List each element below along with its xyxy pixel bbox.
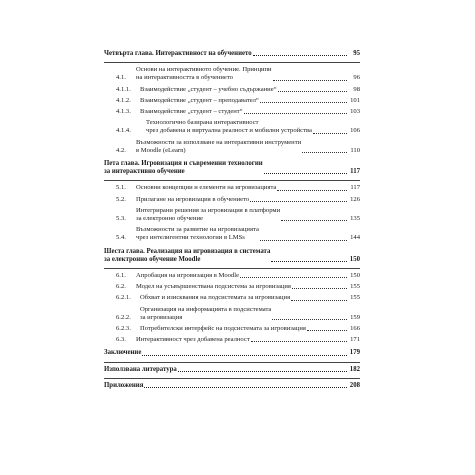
page-number: 155 (350, 283, 360, 291)
section-title: Заключение (104, 349, 142, 357)
toc-item-4-1-4[interactable] (104, 119, 360, 135)
dot-leader (302, 152, 347, 153)
section-divider (104, 362, 360, 363)
toc-item-4-2[interactable] (104, 139, 360, 155)
item-title: Интегрирани решения за игровизация в платформи за електронно обучение (136, 206, 281, 223)
dot-leader (260, 240, 347, 241)
toc-chapter-4[interactable] (104, 50, 360, 58)
page-number: 182 (349, 365, 360, 373)
section-title: Използвана литература (104, 365, 177, 373)
page-number: 144 (350, 234, 360, 242)
item-title: Интерактивност чрез добавена реалност (136, 336, 250, 344)
page-number: 117 (350, 184, 360, 192)
dot-leader (307, 330, 347, 331)
item-number: 5.2. (116, 195, 126, 203)
page-number: 155 (350, 294, 360, 302)
item-number: 6.2. (116, 283, 126, 291)
item-number: 5.4. (116, 234, 126, 242)
toc-chapter-5[interactable] (104, 160, 360, 176)
toc-item-6-3[interactable] (104, 336, 360, 344)
toc-item-6-1[interactable] (104, 272, 360, 280)
item-title: Технологично базирана интерактивност чрез добавена и виртуална реалност и мобилни устройства (146, 119, 312, 135)
page-number: 150 (349, 255, 360, 263)
dot-leader (142, 355, 347, 356)
page-number: 208 (349, 381, 360, 389)
dot-leader (240, 277, 347, 278)
dot-leader (291, 300, 347, 301)
item-number: 4.1.2. (116, 96, 131, 104)
dot-leader (271, 261, 347, 262)
page-number: 98 (353, 85, 360, 93)
dot-leader (244, 113, 347, 114)
toc-item-6-2[interactable] (104, 283, 360, 291)
chapter-divider (104, 180, 360, 181)
dot-leader (292, 288, 347, 289)
section-title: Приложения (104, 381, 144, 389)
dot-leader (178, 371, 347, 372)
item-title: Взаимодействие „студент – студент“ (140, 108, 243, 116)
item-title: Взаимодействие „студент – учебно съдържание“ (140, 85, 277, 93)
page-number: 110 (350, 146, 360, 154)
toc-chapter-6[interactable] (104, 248, 360, 264)
toc-conclusion[interactable] (104, 349, 360, 357)
item-title: Модел на усъвършенствана подсистема за игровизация (136, 283, 291, 291)
chapter-divider (104, 62, 360, 63)
item-title: Потребителски интерфейс на подсистемата за игровизация (140, 325, 306, 333)
item-number: 6.1. (116, 272, 126, 280)
dot-leader (278, 91, 347, 92)
toc-item-5-4[interactable] (104, 226, 360, 242)
item-number: 4.1. (116, 74, 126, 82)
dot-leader (313, 133, 347, 134)
section-divider (104, 378, 360, 379)
page-number: 126 (350, 195, 360, 203)
item-number: 4.2. (116, 146, 126, 154)
page-number: 117 (350, 168, 360, 176)
item-number: 4.1.4. (116, 127, 131, 135)
chapter-title: Шеста глава. Реализация на игровизация в системата за електронно обучение Moodle (104, 247, 271, 263)
toc-item-5-3[interactable] (104, 207, 360, 223)
dot-leader (281, 220, 347, 221)
dot-leader (253, 55, 347, 56)
item-title: Взаимодействие „студент – преподавател“ (140, 96, 259, 104)
item-title: Основи на интерактивното обучение. Принципи на интерактивността в обучението (136, 66, 272, 82)
toc-references[interactable] (104, 366, 360, 374)
item-title: Възможности за развитие на игровизацията чрез интелигентни технологии в LMSs (136, 226, 259, 242)
page-number: 179 (349, 349, 360, 357)
chapter-title: Пета глава. Игровизация и съвременни технологии за интерактивно обучение (104, 160, 263, 176)
toc-item-4-1-1[interactable] (104, 86, 360, 94)
item-number: 6.2.1. (116, 294, 131, 302)
page-number: 159 (350, 313, 360, 321)
item-number: 5.1. (116, 184, 126, 192)
page-number: 106 (350, 127, 360, 135)
page-number: 96 (353, 74, 360, 82)
page-number: 103 (350, 108, 360, 116)
toc-appendices[interactable] (104, 382, 360, 390)
toc-item-4-1-2[interactable] (104, 97, 360, 105)
item-number: 6.2.2. (116, 313, 131, 321)
item-number: 4.1.3. (116, 108, 131, 116)
chapter-divider (104, 268, 360, 269)
toc-item-5-1[interactable] (104, 184, 360, 192)
chapter-title: Четвърта глава. Интерактивност на обучението (104, 50, 252, 57)
toc-item-4-1-3[interactable] (104, 108, 360, 116)
toc-item-6-2-2[interactable] (104, 306, 360, 322)
dot-leader (277, 190, 347, 191)
item-number: 4.1.1. (116, 85, 131, 93)
item-title: Организация на информацията в подсистемата за игровизация (140, 305, 272, 321)
toc-item-5-2[interactable] (104, 196, 360, 204)
item-title: Възможности за използване на интерактивни инструменти в Moodle (eLearn) (136, 138, 302, 154)
page-number: 171 (350, 336, 360, 344)
toc-item-4-1[interactable] (104, 66, 360, 82)
toc-item-6-2-3[interactable] (104, 325, 360, 333)
page-number: 135 (350, 215, 360, 223)
page-number: 150 (350, 272, 360, 280)
item-title: Обхват и изисквания на подсистемата за игровизация (140, 294, 291, 302)
item-title: Основни концепции и елементи на игровизацията (136, 184, 277, 192)
toc-item-6-2-1[interactable] (104, 294, 360, 302)
item-title: Прилагане на игровизация в обучението (136, 195, 250, 203)
item-title: Апробация на игровизация в Moodle (136, 272, 240, 280)
dot-leader (260, 102, 347, 103)
page-number: 101 (350, 96, 360, 104)
dot-leader (272, 319, 347, 320)
dot-leader (251, 341, 347, 342)
dot-leader (250, 201, 347, 202)
table-of-contents (104, 50, 360, 390)
page-number: 166 (350, 325, 360, 333)
dot-leader (144, 387, 347, 388)
dot-leader (273, 80, 347, 81)
page-number: 95 (353, 50, 360, 57)
item-number: 6.3. (116, 336, 126, 344)
dot-leader (264, 173, 347, 174)
item-number: 5.3. (116, 215, 126, 223)
item-number: 6.2.3. (116, 325, 131, 333)
